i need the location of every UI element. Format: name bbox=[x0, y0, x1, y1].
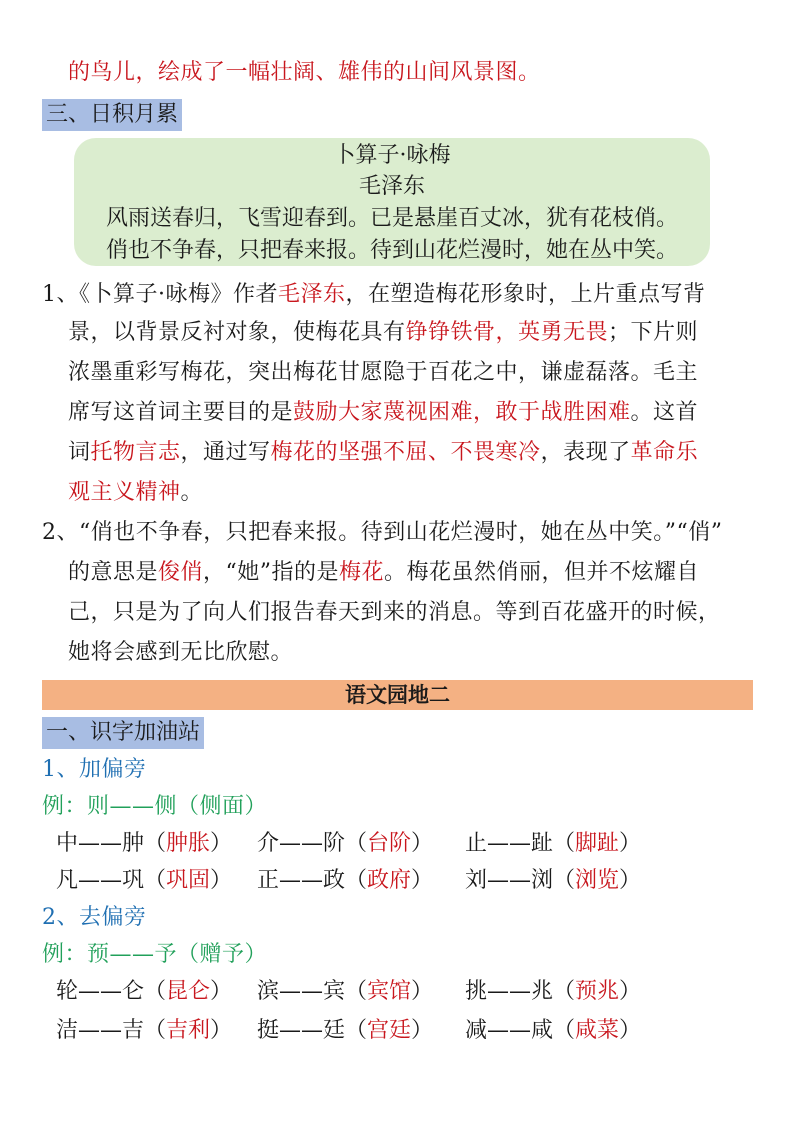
answer: 预兆 bbox=[575, 979, 620, 1004]
text: 介——阶（ bbox=[257, 831, 368, 856]
text: 。 bbox=[180, 480, 204, 505]
highlight: 鼓励大家蔑视困难，敢于战胜困难 bbox=[293, 400, 631, 425]
item1-line-3: 浓墨重彩写梅花，突出梅花甘愿隐于百花之中，谦虚磊落。毛主 bbox=[68, 360, 699, 385]
text: ） bbox=[619, 868, 642, 893]
text: ，通过写 bbox=[180, 440, 271, 465]
highlight: 观主义精神 bbox=[68, 480, 181, 505]
highlight: 梅花 bbox=[339, 560, 385, 585]
text: 轮——仑（ bbox=[56, 979, 167, 1004]
add-radical-row-2-c bbox=[465, 866, 641, 896]
answer: 浏览 bbox=[575, 868, 620, 893]
word-pair bbox=[56, 831, 232, 856]
text: ，“她”指的是 bbox=[203, 560, 340, 585]
remove-radical-row-1-c bbox=[465, 977, 641, 1007]
text: ） bbox=[619, 979, 642, 1004]
text: ） bbox=[411, 979, 434, 1004]
text: 景，以背景反衬对象，使梅花具有 bbox=[68, 320, 406, 345]
example-add-radical: 例：则——侧（侧面） bbox=[42, 794, 268, 819]
highlight: 革命乐 bbox=[630, 440, 699, 465]
text: ） bbox=[210, 868, 233, 893]
text: 挑——兆（ bbox=[465, 979, 576, 1004]
answer: 吉利 bbox=[166, 1018, 211, 1043]
add-radical-row-2-b bbox=[257, 866, 433, 896]
add-radical-row-2 bbox=[56, 866, 232, 896]
answer: 昆仑 bbox=[166, 979, 211, 1004]
item1-line-4 bbox=[68, 398, 698, 428]
remove-radical-row-1-b bbox=[257, 977, 433, 1007]
item1-line-5 bbox=[68, 438, 698, 468]
text: 凡——巩（ bbox=[56, 868, 167, 893]
poem-line-1: 风雨送春归，飞雪迎春到。已是悬崖百丈冰，犹有花枝俏。 bbox=[105, 206, 678, 231]
item1-line-6 bbox=[68, 478, 203, 508]
poem-line-2: 俏也不争春，只把春来报。待到山花烂漫时，她在丛中笑。 bbox=[105, 238, 678, 263]
answer: 宫廷 bbox=[367, 1018, 412, 1043]
text: 1、《卜算子·咏梅》作者 bbox=[42, 282, 278, 307]
answer: 咸菜 bbox=[575, 1018, 620, 1043]
highlight: 俊俏 bbox=[158, 560, 204, 585]
section-heading-accumulation: 三、日积月累 bbox=[42, 99, 182, 131]
text: 挺——廷（ bbox=[257, 1018, 368, 1043]
remove-radical-row-1 bbox=[56, 977, 232, 1007]
text: ） bbox=[210, 1018, 233, 1043]
sub-heading-remove-radical: 2、去偏旁 bbox=[42, 905, 147, 930]
text: ；下片则 bbox=[608, 320, 699, 345]
item2-line-3: 己，只是为了向人们报告春天到来的消息。等到百花盛开的时候， bbox=[68, 600, 721, 625]
add-radical-row-1 bbox=[56, 829, 232, 859]
poem-title: 卜算子·咏梅 bbox=[333, 143, 451, 168]
text: 席写这首词主要目的是 bbox=[68, 400, 294, 425]
answer: 台阶 bbox=[367, 831, 412, 856]
highlight: 铮铮铁骨，英勇无畏 bbox=[405, 320, 609, 345]
text: 。梅花虽然俏丽，但并不炫耀自 bbox=[384, 560, 700, 585]
text: ） bbox=[411, 831, 434, 856]
answer: 政府 bbox=[367, 868, 412, 893]
text: 减——咸（ bbox=[465, 1018, 576, 1043]
text: ） bbox=[411, 868, 434, 893]
answer: 巩固 bbox=[166, 868, 211, 893]
text: ） bbox=[411, 1018, 434, 1043]
sub-heading-add-radical: 1、加偏旁 bbox=[42, 757, 147, 782]
item2-line-2 bbox=[68, 558, 699, 588]
answer: 肿胀 bbox=[166, 831, 211, 856]
add-radical-row-1-b bbox=[257, 829, 433, 859]
remove-radical-row-2-b bbox=[257, 1016, 433, 1046]
text: ） bbox=[619, 1018, 642, 1043]
text: 词 bbox=[68, 440, 91, 465]
text: ，在塑造梅花形象时，上片重点写背 bbox=[345, 282, 706, 307]
text: ） bbox=[210, 979, 233, 1004]
answer: 宾馆 bbox=[367, 979, 412, 1004]
remove-radical-row-2-c bbox=[465, 1016, 641, 1046]
item1-line-1 bbox=[42, 280, 706, 310]
item2-line-4: 她将会感到无比欣慰。 bbox=[68, 640, 294, 665]
highlight: 梅花的坚强不屈、不畏寒冷 bbox=[270, 440, 541, 465]
text: ） bbox=[210, 831, 233, 856]
text: ） bbox=[619, 831, 642, 856]
text: 止——趾（ bbox=[465, 831, 576, 856]
intro-line: 的鸟儿，绘成了一幅壮阔、雄伟的山间风景图。 bbox=[68, 60, 541, 85]
text: 。这首 bbox=[630, 400, 699, 425]
chapter-banner: 语文园地二 bbox=[42, 680, 753, 710]
highlight: 托物言志 bbox=[90, 440, 181, 465]
text: 正——政（ bbox=[257, 868, 368, 893]
item1-line-2 bbox=[68, 318, 698, 348]
text: 洁——吉（ bbox=[56, 1018, 167, 1043]
example-remove-radical: 例：预——予（赠予） bbox=[42, 942, 268, 967]
answer: 脚趾 bbox=[575, 831, 620, 856]
item2-line-1: 2、“俏也不争春，只把春来报。待到山花烂漫时，她在丛中笑。”“俏” bbox=[42, 520, 723, 545]
section-heading-literacy: 一、识字加油站 bbox=[42, 717, 204, 749]
highlight: 毛泽东 bbox=[278, 282, 346, 307]
text: 的意思是 bbox=[68, 560, 159, 585]
text: 刘——浏（ bbox=[465, 868, 576, 893]
poem-author: 毛泽东 bbox=[358, 174, 425, 199]
text: ，表现了 bbox=[540, 440, 631, 465]
text: 中——肿（ bbox=[56, 831, 167, 856]
text: 滨——宾（ bbox=[257, 979, 368, 1004]
remove-radical-row-2 bbox=[56, 1016, 232, 1046]
add-radical-row-1-c bbox=[465, 829, 641, 859]
